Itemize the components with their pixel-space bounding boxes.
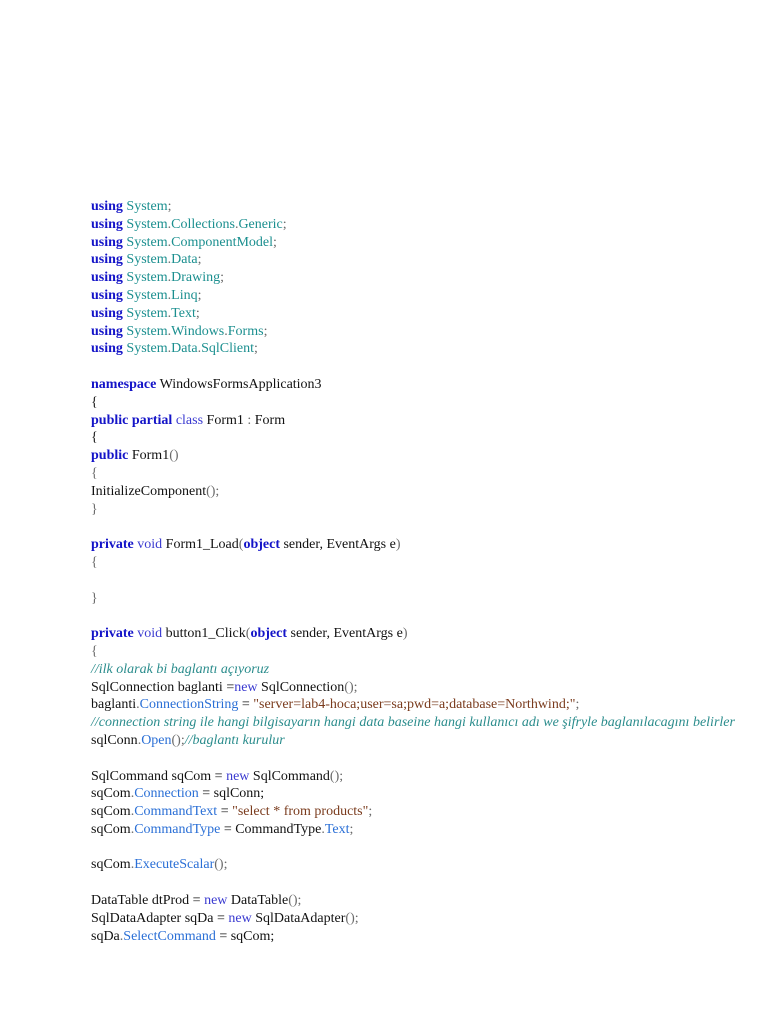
code-token: baglanti: [91, 697, 137, 713]
code-token: System: [126, 287, 168, 303]
code-line: [91, 269, 751, 287]
code-line: [91, 394, 751, 412]
code-token: = sqCom;: [215, 928, 275, 944]
code-line: [91, 536, 751, 554]
code-token: ;: [220, 270, 225, 286]
code-token: DataTable dtProd =: [91, 893, 205, 909]
code-token: .: [119, 928, 124, 944]
code-token: (): [169, 448, 179, 464]
code-token: ();: [344, 679, 358, 695]
code-token: using: [91, 252, 123, 268]
code-token: .: [234, 216, 239, 232]
code-token: (: [245, 626, 251, 642]
code-token: .: [130, 804, 135, 820]
code-token: System: [126, 270, 168, 286]
code-token: CommandText: [134, 804, 218, 820]
code-token: (: [238, 537, 244, 553]
code-token: =: [238, 697, 254, 713]
code-token: ;: [368, 804, 373, 820]
code-line: [91, 412, 751, 430]
code-token: sender, EventArgs e: [287, 626, 403, 642]
code-token: SqlConnection baglanti =: [91, 679, 235, 695]
code-token: .: [137, 732, 142, 748]
code-token: sqCom: [91, 821, 131, 837]
code-line: [91, 714, 751, 732]
code-token: ();: [329, 768, 344, 784]
code-token: {: [91, 394, 98, 410]
code-token: .: [197, 341, 202, 357]
code-token: ();: [345, 910, 359, 926]
code-token: InitializeComponent: [91, 483, 207, 499]
code-token: ;: [197, 287, 202, 303]
blank-line: [91, 518, 751, 536]
code-token: .: [136, 697, 140, 713]
code-token: ): [402, 626, 408, 642]
code-token: System: [126, 216, 168, 232]
code-line: [91, 323, 751, 341]
code-token: System: [126, 341, 168, 357]
code-line: [91, 696, 751, 714]
code-token: Data: [171, 341, 198, 357]
code-line: [91, 447, 751, 465]
code-token: .: [167, 216, 172, 232]
code-token: Generic: [238, 216, 283, 232]
code-token: }: [91, 590, 98, 606]
code-token: SqlConnection: [257, 679, 345, 695]
code-line: [91, 785, 751, 803]
code-token: sqCom: [91, 804, 131, 820]
code-token: .: [167, 287, 172, 303]
code-token: SqlCommand sqCom =: [91, 768, 227, 784]
code-token: ;: [167, 199, 172, 214]
code-token: private: [91, 626, 134, 642]
code-token: System: [126, 323, 168, 339]
code-token: sqCom: [91, 857, 131, 873]
code-token: System: [126, 199, 168, 214]
code-token: SqlDataAdapter: [251, 910, 346, 926]
code-token: Windows: [171, 323, 225, 339]
code-token: object: [250, 626, 287, 642]
code-line: [91, 198, 751, 216]
code-line: [91, 554, 751, 572]
code-line: [91, 465, 751, 483]
code-token: Linq: [171, 287, 198, 303]
code-token: public: [91, 412, 129, 428]
code-token: new: [226, 768, 250, 784]
code-token: new: [204, 893, 228, 909]
code-token: .: [130, 821, 135, 837]
code-token: {: [91, 430, 98, 446]
blank-line: [91, 874, 751, 892]
code-token: .: [167, 305, 172, 321]
code-token: CommandType: [134, 821, 221, 837]
code-token: new: [234, 679, 258, 695]
code-token: //connection string ile hangi bilgisayarın hangi data baseine hangi kullanıcı adı we şifryle baglanılacagını belirler: [91, 715, 735, 731]
code-token: SqlClient: [201, 341, 254, 357]
code-line: [91, 928, 751, 946]
code-token: System: [126, 234, 168, 250]
code-token: ;: [254, 341, 258, 357]
code-line: [91, 216, 751, 234]
code-token: using: [91, 234, 123, 250]
code-token: ComponentModel: [171, 234, 274, 250]
blank-line: [91, 607, 751, 625]
code-line: [91, 821, 751, 839]
code-token: SelectCommand: [123, 928, 216, 944]
code-token: ;: [273, 234, 277, 250]
code-token: namespace: [91, 376, 157, 392]
code-token: using: [91, 199, 123, 214]
code-line: [91, 768, 751, 786]
code-token: ;: [263, 323, 268, 339]
code-line: [91, 429, 751, 447]
code-token: .: [167, 270, 172, 286]
code-token: .: [167, 341, 172, 357]
code-token: ();: [171, 732, 185, 748]
code-token: DataTable: [227, 893, 289, 909]
code-line: [91, 910, 751, 928]
code-token: sqDa: [91, 928, 120, 944]
code-token: {: [91, 554, 98, 570]
code-token: ;: [575, 697, 580, 713]
code-token: =: [217, 804, 233, 820]
code-line: [91, 643, 751, 661]
blank-line: [91, 572, 751, 590]
code-token: ();: [206, 483, 220, 499]
blank-line: [91, 839, 751, 857]
code-token: using: [91, 270, 123, 286]
code-line: [91, 892, 751, 910]
code-token: {: [91, 465, 98, 481]
code-token: button1_Click: [162, 626, 246, 642]
code-token: .: [224, 323, 228, 339]
code-token: "select * from products": [232, 804, 369, 820]
code-line: [91, 340, 751, 358]
code-token: System: [126, 305, 168, 321]
code-line: [91, 661, 751, 679]
code-token: Data: [171, 252, 198, 268]
code-token: public: [91, 448, 129, 464]
code-token: Text: [324, 821, 350, 837]
code-token: using: [91, 287, 123, 303]
code-token: SqlCommand: [249, 768, 330, 784]
code-token: private: [91, 537, 134, 553]
code-line: [91, 679, 751, 697]
code-line: [91, 625, 751, 643]
code-token: = CommandType: [220, 821, 322, 837]
code-token: Forms: [227, 323, 264, 339]
code-token: System: [126, 252, 168, 268]
code-token: ;: [349, 821, 354, 837]
code-token: new: [228, 910, 252, 926]
code-token: .: [167, 234, 172, 250]
code-line: [91, 590, 751, 608]
code-token: WindowsFormsApplication3: [156, 376, 322, 392]
code-token: Form1_Load: [162, 537, 239, 553]
code-token: ;: [197, 252, 202, 268]
code-token: .: [167, 252, 172, 268]
code-line: [91, 251, 751, 269]
code-token: sqlConn: [91, 732, 138, 748]
code-token: sender, EventArgs e: [279, 537, 396, 553]
code-token: .: [130, 857, 135, 873]
code-line: [91, 376, 751, 394]
code-token: class: [175, 412, 204, 428]
code-token: ;: [282, 216, 287, 232]
code-line: [91, 234, 751, 252]
code-token: {: [91, 643, 98, 659]
code-token: Connection: [134, 786, 199, 802]
code-token: //ilk olarak bi baglantı açıyoruz: [91, 661, 270, 677]
code-token: Form1: [128, 448, 170, 464]
code-token: .: [321, 821, 325, 837]
code-token: Form: [251, 412, 286, 428]
code-token: void: [137, 626, 163, 642]
code-line: [91, 501, 751, 519]
code-line: [91, 856, 751, 874]
code-token: }: [91, 501, 98, 517]
code-token: Text: [171, 305, 196, 321]
code-token: ConnectionString: [139, 697, 239, 713]
code-token: Drawing: [171, 270, 221, 286]
code-token: ;: [195, 305, 200, 321]
code-token: object: [243, 537, 280, 553]
code-token: sqCom: [91, 786, 131, 802]
code-token: ExecuteScalar: [134, 857, 215, 873]
code-token: .: [130, 786, 135, 802]
code-token: using: [91, 341, 123, 357]
code-token: using: [91, 323, 123, 339]
code-line: [91, 732, 751, 750]
code-token: ();: [214, 857, 228, 873]
code-token: SqlDataAdapter sqDa =: [91, 910, 229, 926]
code-token: "server=lab4-hoca;user=sa;pwd=a;database=Northwind;": [253, 697, 576, 713]
code-token: ();: [288, 893, 302, 909]
code-line: [91, 483, 751, 501]
code-token: ): [395, 537, 401, 553]
code-line: [91, 305, 751, 323]
code-token: .: [167, 323, 172, 339]
code-token: using: [91, 305, 123, 321]
code-token: Form1: [203, 412, 248, 428]
blank-line: [91, 750, 751, 768]
blank-line: [91, 358, 751, 376]
code-token: using: [91, 216, 123, 232]
code-token: Open: [141, 732, 172, 748]
code-token: = sqlConn;: [198, 786, 265, 802]
code-line: [91, 803, 751, 821]
code-token: partial: [131, 412, 173, 428]
code-listing: [91, 198, 751, 945]
code-token: void: [137, 537, 163, 553]
code-token: Collections: [171, 216, 235, 232]
code-token: //baglantı kurulur: [184, 732, 285, 748]
code-line: [91, 287, 751, 305]
code-token: :: [247, 412, 252, 428]
